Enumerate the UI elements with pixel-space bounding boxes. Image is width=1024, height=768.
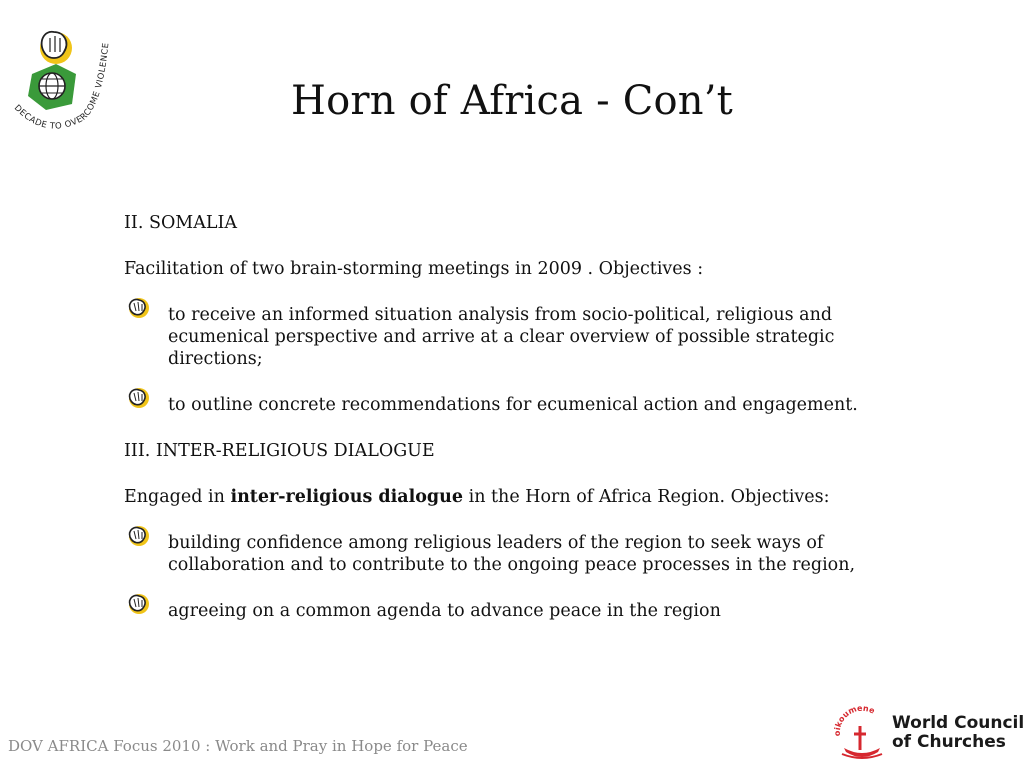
world-council-of-churches-logo [834,706,1024,762]
interreligious-intro-prefix: Engaged in [124,487,231,507]
svg-text:oikoumene [834,706,877,736]
somalia-bullet-1 [124,304,924,370]
hand-bullet-icon [124,524,150,548]
interreligious-bullet-1 [124,532,924,576]
hand-bullet-icon [124,386,150,410]
slide-content [124,212,924,646]
somalia-bullet-2 [124,394,924,416]
oikoumene-text: koumene [834,706,877,729]
hand-bullet-icon [124,296,150,320]
dov-logo-text: DECADE TO OVERCOME VIOLENCE [11,42,112,132]
footer-text: DOV AFRICA Focus 2010 : Work and Pray in Hope for Peace [8,737,468,755]
interreligious-bullet-2 [124,600,924,622]
section-heading-somalia: II. SOMALIA [124,213,238,233]
wcc-line-1: World Council [892,713,1024,733]
interreligious-intro-suffix: in the Horn of Africa Region. Objectives: [463,487,830,507]
somalia-bullet-2-text: to outline concrete recommendations for ecumenical action and engagement. [168,395,858,415]
interreligious-intro-bold: inter-religious dialogue [230,487,464,507]
interreligious-intro [124,486,924,508]
wcc-line-2: of Churches [892,732,1006,752]
somalia-intro: Facilitation of two brain-storming meetings in 2009 . Objectives : [124,259,704,279]
slide-title: Horn of Africa - Con’t [291,78,733,124]
interreligious-bullet-1-text: building confidence among religious leaders of the region to seek ways of collaboration and to contribute to the ongoing peace processes in the region, [168,533,856,575]
interreligious-bullet-2-text: agreeing on a common agenda to advance peace in the region [168,601,721,621]
oikoumene-ship-icon [834,706,890,762]
wcc-name [892,714,1024,752]
hand-bullet-icon [124,592,150,616]
section-heading-interreligious: III. INTER-RELIGIOUS DIALOGUE [124,441,435,461]
somalia-bullet-1-text: to receive an informed situation analysis from socio-political, religious and ecumenical perspective and arrive at a clear overview of possible strategic directions; [168,305,835,369]
